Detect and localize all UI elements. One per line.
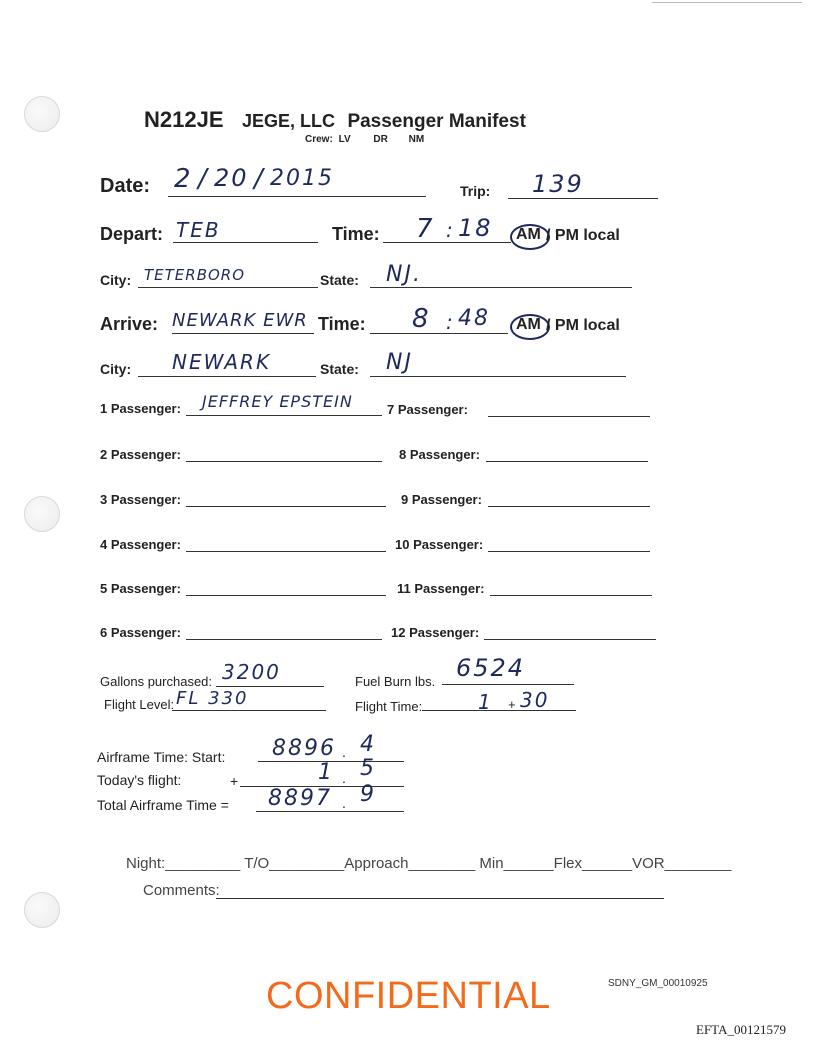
flex-field[interactable]: ______ — [582, 855, 633, 872]
crew-code-3: NM — [408, 134, 425, 145]
tail-number: N212JE — [144, 107, 224, 132]
depart-state[interactable]: NJ. — [386, 262, 422, 287]
night-label: Night: — [126, 855, 166, 872]
punch-hole-middle — [24, 496, 60, 532]
passenger-2-num: 2 — [100, 447, 108, 462]
passenger-6-label — [100, 625, 181, 640]
date-sep-2: / — [254, 164, 265, 194]
passenger-label: Passenger: — [110, 492, 181, 507]
approach-field[interactable]: ________ — [408, 855, 476, 872]
gallons-line — [216, 686, 324, 687]
arrive-state-label: State: — [320, 361, 359, 377]
arrive-time-min[interactable]: 48 — [458, 306, 490, 331]
date-line — [168, 196, 426, 197]
passenger-label: Passenger: — [110, 401, 181, 416]
depart-am[interactable]: AM — [516, 226, 541, 243]
depart-city-label: City: — [100, 272, 132, 288]
total-airframe-whole[interactable]: 8897 — [268, 786, 332, 811]
trip-number[interactable]: 139 — [532, 170, 584, 198]
passenger-label: Passenger: — [110, 581, 181, 596]
passenger-6-num: 6 — [100, 625, 108, 640]
total-airframe-label: Total Airframe Time = — [97, 797, 229, 813]
flight-time-sep: + — [508, 697, 516, 712]
airframe-start-whole[interactable]: 8896 — [272, 736, 336, 761]
passenger-2-line — [186, 461, 382, 462]
trip-line — [508, 198, 658, 199]
confidential-stamp: CONFIDENTIAL — [266, 975, 551, 1017]
depart-state-line — [370, 287, 632, 288]
flight-time-label: Flight Time: — [355, 699, 423, 714]
passenger-3-label — [100, 492, 181, 507]
passenger-9-num: 9 — [401, 492, 409, 507]
total-airframe-dot: . — [342, 795, 346, 811]
punch-hole-bottom — [24, 892, 60, 928]
passenger-5-num: 5 — [100, 581, 108, 596]
arrive-airport[interactable]: NEWARK EWR — [172, 310, 308, 331]
passenger-3-line — [186, 506, 386, 507]
passenger-7-line — [488, 416, 650, 417]
passenger-7-num: 7 — [387, 402, 395, 417]
passenger-8-label — [399, 447, 480, 462]
approach-label: Approach — [344, 855, 409, 872]
passenger-11-num: 11 — [397, 581, 411, 596]
min-label: Min — [479, 855, 504, 872]
passenger-4-num: 4 — [100, 537, 108, 552]
passenger-label: Passenger: — [110, 447, 181, 462]
passenger-label: Passenger: — [414, 581, 485, 596]
depart-time-min[interactable]: 18 — [458, 214, 493, 242]
arrive-pm-local: / PM local — [546, 317, 620, 334]
crew-row — [305, 134, 424, 145]
passenger-10-num: 10 — [395, 537, 410, 552]
top-edge-rule — [652, 2, 802, 3]
date-day[interactable]: 20 — [214, 164, 249, 192]
passenger-5-label — [100, 581, 181, 596]
date-label: Date: — [100, 175, 151, 197]
night-field[interactable]: _________ — [165, 855, 241, 872]
arrive-time-colon: : — [446, 310, 455, 334]
passenger-12-num: 12 — [391, 625, 406, 640]
crew-code-1: LV — [338, 134, 351, 145]
airframe-start-tenth[interactable]: 4 — [360, 732, 376, 757]
depart-line — [173, 242, 318, 243]
flight-level-value[interactable]: FL 330 — [176, 688, 249, 709]
passenger-label: Passenger: — [409, 625, 480, 640]
passenger-10-label — [395, 537, 483, 552]
depart-time-line — [383, 242, 511, 243]
gallons-value[interactable]: 3200 — [222, 660, 281, 684]
bates-number: SDNY_GM_00010925 — [608, 978, 708, 989]
passenger-1-line — [186, 415, 382, 416]
date-month[interactable]: 2 — [174, 164, 193, 194]
arrive-line — [172, 333, 314, 334]
today-flight-dot: . — [342, 770, 346, 786]
passenger-4-label — [100, 537, 181, 552]
flight-level-line — [172, 710, 326, 711]
passenger-8-num: 8 — [399, 447, 407, 462]
flight-time-minutes[interactable]: 30 — [520, 688, 550, 712]
passenger-5-line — [186, 595, 386, 596]
efta-number: EFTA_00121579 — [696, 1022, 786, 1037]
today-flight-tenth[interactable]: 5 — [360, 756, 376, 781]
passenger-label: Passenger: — [110, 537, 181, 552]
trip-label: Trip: — [460, 183, 491, 199]
passenger-label: Passenger: — [397, 402, 468, 417]
today-flight-label: Today's flight: — [97, 772, 182, 788]
comments-line[interactable] — [216, 898, 664, 899]
passenger-12-line — [484, 639, 656, 640]
comments-label: Comments: — [143, 882, 220, 899]
passenger-11-line — [490, 595, 652, 596]
depart-time-hour[interactable]: 7 — [416, 214, 435, 244]
night-row — [126, 855, 731, 872]
passenger-label: Passenger: — [411, 492, 482, 507]
vor-field[interactable]: ________ — [664, 855, 732, 872]
passenger-9-label — [401, 492, 482, 507]
vor-label: VOR — [632, 855, 665, 872]
arrive-am[interactable]: AM — [516, 316, 541, 333]
crew-code-2: DR — [373, 134, 388, 145]
fuel-burn-value[interactable]: 6524 — [456, 654, 526, 682]
passenger-9-line — [488, 506, 650, 507]
arrive-time-label: Time: — [318, 314, 366, 334]
arrive-label: Arrive: — [100, 314, 159, 334]
to-field[interactable]: _________ — [269, 855, 345, 872]
arrive-city-label: City: — [100, 361, 132, 377]
passenger-6-line — [186, 639, 382, 640]
airframe-start-label: Airframe Time: Start: — [97, 749, 226, 765]
punch-hole-top — [24, 96, 60, 132]
passenger-11-label — [397, 581, 484, 596]
fuel-burn-line — [442, 684, 574, 685]
passenger-12-label — [391, 625, 479, 640]
depart-pm-local: / PM local — [546, 227, 620, 244]
passenger-label: Passenger: — [413, 537, 484, 552]
depart-airport[interactable]: TEB — [176, 218, 221, 242]
passenger-10-line — [488, 551, 650, 552]
depart-label: Depart: — [100, 224, 164, 244]
passenger-label: Passenger: — [409, 447, 480, 462]
passenger-1-name[interactable]: JEFFREY EPSTEIN — [202, 392, 353, 411]
depart-time-colon: : — [446, 218, 455, 242]
passenger-1-num: 1 — [100, 401, 108, 416]
passenger-4-line — [186, 551, 386, 552]
flight-time-line — [422, 710, 576, 711]
to-label: T/O — [244, 855, 270, 872]
today-flight-plus: + — [230, 773, 239, 789]
min-field[interactable]: ______ — [503, 855, 554, 872]
flight-level-label: Flight Level: — [104, 697, 175, 712]
depart-city[interactable]: TETERBORO — [144, 266, 246, 284]
passenger-2-label — [100, 447, 181, 462]
passenger-1-label — [100, 401, 181, 416]
arrive-city-line — [138, 376, 316, 377]
arrive-time-line — [370, 333, 508, 334]
arrive-city[interactable]: NEWARK — [172, 350, 272, 374]
manifest-header — [144, 107, 526, 133]
form-title: Passenger Manifest — [347, 111, 526, 132]
total-airframe-line — [256, 811, 404, 812]
crew-label: Crew: — [305, 134, 333, 145]
arrive-time-hour[interactable]: 8 — [412, 304, 431, 334]
depart-state-label: State: — [320, 272, 359, 288]
passenger-label: Passenger: — [110, 625, 181, 640]
depart-city-line — [138, 287, 318, 288]
total-airframe-tenth[interactable]: 9 — [360, 782, 376, 807]
flight-time-hours[interactable]: 1 — [478, 690, 493, 714]
date-year[interactable]: 2015 — [270, 166, 334, 191]
passenger-7-label — [387, 402, 468, 417]
airframe-start-dot: . — [342, 744, 346, 760]
passenger-3-num: 3 — [100, 492, 108, 507]
gallons-label: Gallons purchased: — [100, 674, 213, 689]
flex-label: Flex — [553, 855, 582, 872]
today-flight-whole[interactable]: 1 — [318, 760, 334, 785]
depart-time-label: Time: — [332, 224, 380, 244]
fuel-burn-label: Fuel Burn lbs. — [355, 674, 436, 689]
passenger-8-line — [486, 461, 648, 462]
arrive-state-line — [370, 376, 626, 377]
arrive-state[interactable]: NJ — [386, 350, 413, 375]
date-sep-1: / — [198, 164, 209, 194]
company-name: JEGE, LLC — [241, 111, 335, 131]
